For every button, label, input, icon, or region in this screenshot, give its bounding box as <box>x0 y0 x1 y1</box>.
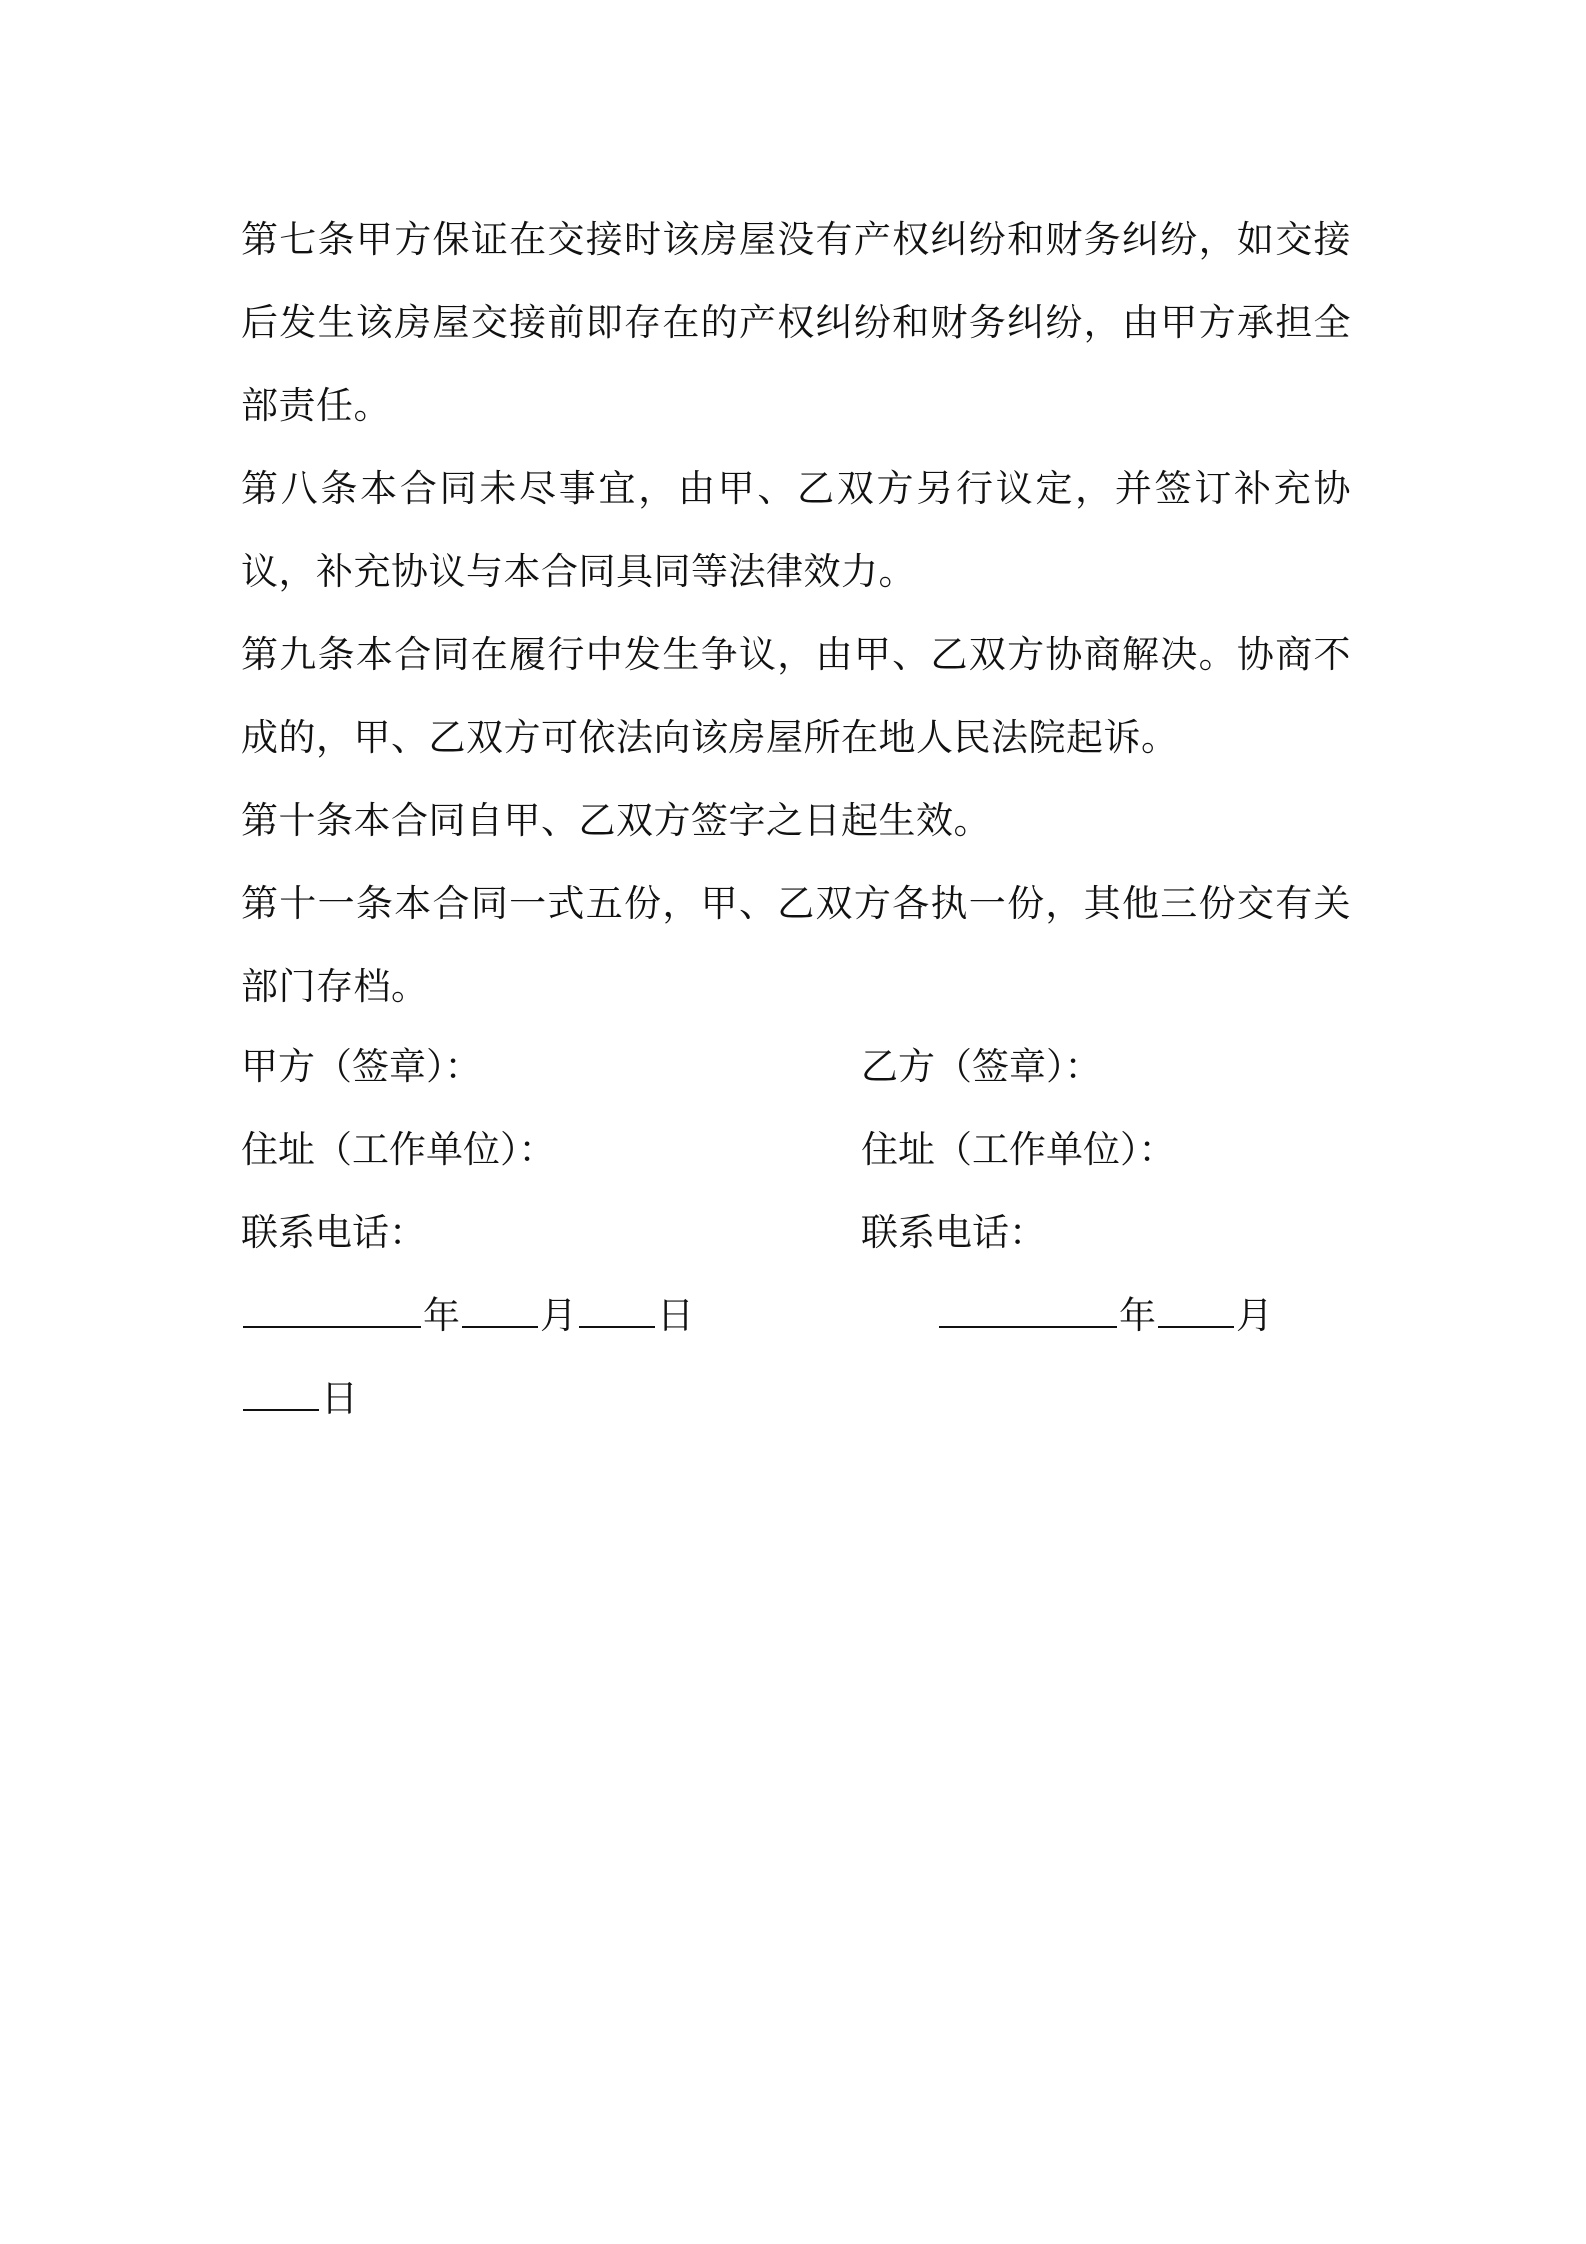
clause-7: 第七条甲方保证在交接时该房屋没有产权纠纷和财务纠纷，如交接后发生该房屋交接前即存在的产权纠纷和财务纠纷，由甲方承担全部责任。 <box>241 218 1351 427</box>
party-b-date <box>937 1274 1273 1357</box>
clause-8: 第八条本合同未尽事宜，由甲、乙双方另行议定，并签订补充协议，补充协议与本合同具同等法律效力。 <box>241 467 1351 593</box>
party-b-phone-label: 联系电话： <box>861 1211 1046 1254</box>
month-blank <box>462 1298 538 1328</box>
month-label: 月 <box>1236 1294 1273 1337</box>
day-blank <box>243 1381 319 1411</box>
month-label: 月 <box>540 1294 577 1337</box>
year-blank <box>243 1298 421 1328</box>
party-a-phone-label: 联系电话： <box>241 1211 426 1254</box>
party-b-date-day <box>241 1357 358 1440</box>
contract-clauses <box>241 198 1351 1028</box>
day-blank <box>579 1298 655 1328</box>
party-b-address-label: 住址（工作单位）： <box>861 1128 1176 1171</box>
clause-10: 第十条本合同自甲、乙双方签字之日起生效。 <box>241 799 991 842</box>
year-label: 年 <box>423 1294 460 1337</box>
year-label: 年 <box>1119 1294 1156 1337</box>
year-blank <box>939 1298 1117 1328</box>
party-a-address-label: 住址（工作单位）： <box>241 1128 556 1171</box>
party-b-seal-label: 乙方（签章）： <box>861 1045 1102 1088</box>
day-label: 日 <box>657 1294 694 1337</box>
day-label: 日 <box>321 1377 358 1420</box>
clause-11: 第十一条本合同一式五份，甲、乙双方各执一份，其他三份交有关部门存档。 <box>241 882 1351 1008</box>
party-a-seal-label: 甲方（签章）： <box>241 1045 482 1088</box>
party-a-date <box>241 1274 694 1357</box>
month-blank <box>1158 1298 1234 1328</box>
clause-9: 第九条本合同在履行中发生争议，由甲、乙双方协商解决。协商不成的，甲、乙双方可依法向该房屋所在地人民法院起诉。 <box>241 633 1351 759</box>
